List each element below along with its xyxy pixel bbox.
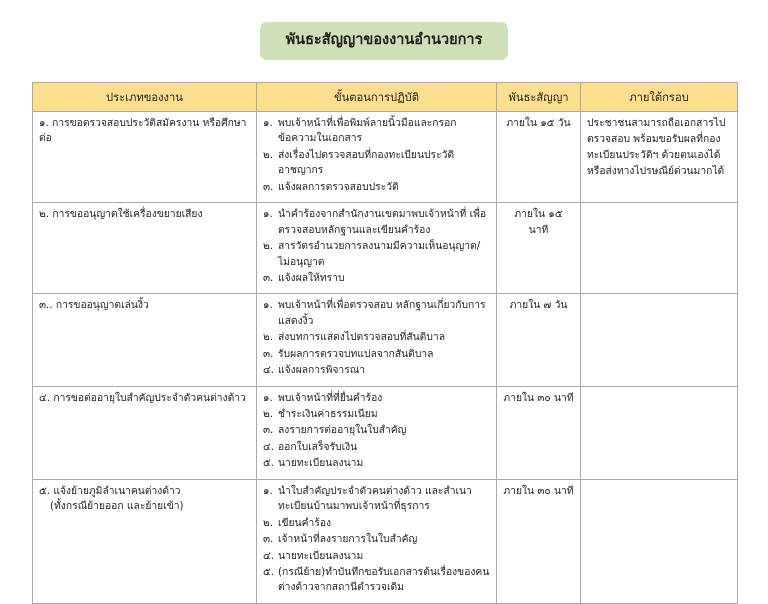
step-text: แจ้งผลให้ทราบ: [278, 271, 345, 284]
cell-pledge: ภายใน ๗ วัน: [497, 294, 581, 386]
list-item: [263, 423, 490, 438]
step-text: สารวัตรอำนวยการลงนามมีความเห็นอนุญาต/ไม่อนุญาต: [278, 240, 481, 268]
step-number: ๓.: [263, 533, 274, 546]
step-number: ๑.: [263, 391, 273, 404]
commitment-table-wrapper: [32, 82, 737, 604]
cell-procedure: [257, 294, 497, 386]
title-banner: [260, 22, 509, 60]
commitment-table: [32, 82, 738, 604]
list-item: [263, 347, 490, 362]
list-item: [263, 532, 490, 547]
step-number: ๑.: [263, 208, 273, 221]
list-item: [263, 330, 490, 345]
step-text: นำใบสำคัญประจำตัวคนต่างด้าว และสำเนาทะเบียนบ้านมาพบเจ้าหน้าที่ธุรการ: [278, 484, 472, 513]
procedure-list: [263, 207, 490, 286]
step-text: (กรณีย้าย)ทำบันทึกขอรับเอกสารต้นเรื่องของคนต่างด้าวจากสถานีตำรวจเดิม: [278, 565, 490, 594]
column-header-procedure: ขั้นตอนการปฏิบัติ: [257, 83, 497, 112]
table-row: [33, 294, 738, 386]
step-number: ๔.: [263, 364, 275, 377]
procedure-list: [263, 116, 490, 195]
list-item: [263, 456, 490, 471]
step-number: ๑.: [263, 484, 273, 497]
cell-pledge: ภายใน ๑๕ วัน: [497, 112, 581, 203]
list-item: [263, 207, 490, 238]
list-item: [263, 148, 490, 179]
list-item: [263, 440, 490, 455]
step-text: รับผลการตรวจบทแปลจากสันติบาล: [278, 347, 434, 360]
list-item: [263, 239, 490, 270]
step-number: ๒.: [263, 408, 274, 420]
step-number: ๒.: [263, 331, 274, 344]
page-title: พันธะสัญญาของงานอำนวยการ: [285, 32, 483, 48]
cell-category: [33, 386, 257, 479]
step-text: เขียนคำร้อง: [278, 516, 332, 529]
step-text: พบเจ้าหน้าที่ที่ยื่นคำร้อง: [278, 391, 383, 404]
table-row: [33, 386, 738, 479]
step-number: ๕.: [263, 565, 275, 578]
cell-scope: [581, 479, 738, 603]
list-item: [263, 565, 490, 596]
procedure-list: [263, 298, 490, 378]
procedure-list: [263, 391, 490, 472]
list-item: [263, 298, 490, 329]
column-header-scope: ภายใต้กรอบ: [581, 83, 738, 112]
category-title: ๒. การขออนุญาตใช้เครื่องขยายเสียง: [39, 208, 203, 221]
list-item: [263, 271, 490, 286]
step-text: แจ้งผลการพิจารณา: [278, 364, 366, 377]
step-text: นายทะเบียนลงนาม: [278, 549, 364, 562]
cell-pledge: ภายใน ๑๕ นาที: [497, 203, 581, 294]
column-header-category: ประเภทของงาน: [33, 83, 257, 112]
list-item: [263, 391, 490, 406]
list-item: [263, 549, 490, 564]
cell-category: [33, 479, 257, 603]
title-banner-wrapper: [0, 22, 768, 60]
table-row: [33, 112, 738, 203]
cell-category: [33, 294, 257, 386]
list-item: [263, 484, 490, 515]
step-text: เจ้าหน้าที่ลงรายการในใบสำคัญ: [278, 533, 418, 546]
list-item: [263, 407, 490, 422]
list-item: [263, 116, 490, 147]
step-number: ๑.: [263, 299, 273, 312]
step-number: ๓.: [263, 347, 274, 360]
cell-pledge: ภายใน ๓๐ นาที: [497, 479, 581, 603]
step-text: แจ้งผลการตรวจสอบประวัติ: [278, 180, 399, 193]
list-item: [263, 363, 490, 378]
step-text: ชำระเงินค่าธรรมเนียม: [278, 408, 378, 420]
cell-scope: [581, 386, 738, 479]
table-header: [33, 83, 738, 112]
step-number: ๓.: [263, 271, 274, 284]
category-title: ๓.. การขออนุญาตเล่นงิ้ว: [39, 299, 149, 312]
procedure-list: [263, 484, 490, 596]
cell-pledge: ภายใน ๓๐ นาที: [497, 386, 581, 479]
step-number: ๒.: [263, 240, 274, 253]
step-number: ๑.: [263, 117, 273, 129]
table-row: [33, 479, 738, 603]
category-subtitle: (ทั้งกรณีย้ายออก และย้ายเข้า): [50, 500, 184, 513]
cell-procedure: [257, 112, 497, 203]
step-number: ๔.: [263, 440, 275, 453]
step-text: ส่งบทการแสดงไปตรวจสอบที่สันติบาล: [278, 331, 445, 344]
cell-procedure: [257, 386, 497, 479]
cell-scope: [581, 294, 738, 386]
cell-category: [33, 203, 257, 294]
step-number: ๔.: [263, 549, 275, 562]
step-number: ๒.: [263, 516, 274, 529]
column-header-pledge: พันธะสัญญา: [497, 83, 581, 112]
table-body: [33, 112, 738, 604]
list-item: [263, 180, 490, 195]
step-number: ๕.: [263, 457, 275, 470]
step-text: นายทะเบียนลงนาม: [278, 457, 364, 470]
cell-procedure: [257, 479, 497, 603]
step-text: ส่งเรื่องไปตรวจสอบที่กองทะเบียนประวัติอาชญากร: [278, 148, 455, 177]
category-title: ๑. การขอตรวจสอบประวัติสมัครงาน หรือศึกษาต่อ: [39, 117, 247, 145]
category-title: ๕. แจ้งย้ายภูมิลำเนาคนต่างด้าว: [39, 484, 181, 497]
cell-scope: [581, 203, 738, 294]
step-number: ๒.: [263, 148, 274, 161]
cell-category: [33, 112, 257, 203]
step-text: พบเจ้าหน้าที่เพื่อพิมพ์ลายนิ้วมือและกรอกข้อความในเอกสาร: [278, 117, 457, 145]
table-header-row: [33, 83, 738, 112]
table-row: [33, 203, 738, 294]
step-text: ออกใบเสร็จรับเงิน: [278, 440, 358, 453]
cell-scope: ประชาชนสามารถถือเอกสารไปตรวจสอบ พร้อมขอรับผลที่กองทะเบียนประวัติฯ ด้วยตนเองได้หรือส่งทางไปรษณีย์ด่วนมากได้: [581, 112, 738, 203]
step-text: พบเจ้าหน้าที่เพื่อตรวจสอบ หลักฐานเกี่ยวกับการแสดงงิ้ว: [278, 299, 486, 327]
step-number: ๓.: [263, 180, 274, 193]
cell-procedure: [257, 203, 497, 294]
step-number: ๓.: [263, 424, 274, 437]
list-item: [263, 516, 490, 531]
step-text: ลงรายการต่ออายุในใบสำคัญ: [278, 424, 407, 437]
step-text: นำคำร้องจากสำนักงานเขตมาพบเจ้าหน้าที่ เพื่อตรวจสอบหลักฐานและเขียนคำร้อง: [278, 208, 487, 236]
category-title: ๔. การขอต่ออายุใบสำคัญประจำตัวคนต่างด้าว: [39, 391, 246, 404]
